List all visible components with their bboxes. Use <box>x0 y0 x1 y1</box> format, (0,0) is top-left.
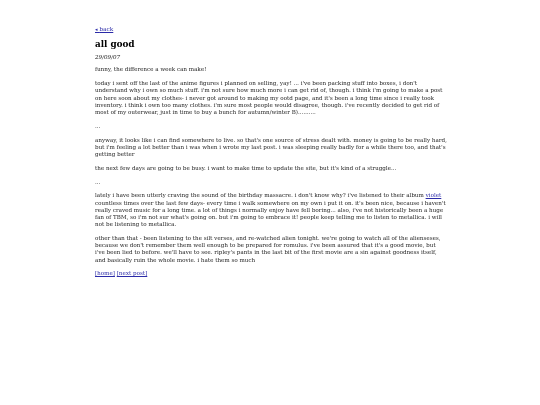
post-paragraph-5 <box>95 193 447 229</box>
footer-nav <box>95 271 447 278</box>
album-violet-link[interactable]: violet <box>425 193 442 200</box>
back-arrow-icon: ◂ <box>95 27 98 33</box>
post-title: all good <box>95 40 135 51</box>
section-separator-1: ... <box>95 123 101 130</box>
post-paragraph-4: the next few days are going to be busy. i want to make time to update the site, but it's kind of a struggle... <box>95 165 397 172</box>
post-date: 29/09/07 <box>95 55 121 62</box>
section-separator-2: ... <box>95 179 101 186</box>
paragraph-5-text-after: countless times over the last few days- every time i walk somewhere on my own i put it on. it's been nice, because i haven't really craved music for a long time. a lot of things i normally enjoy have fell boring... also, i've not historically been a huge fan of TBM, so i'm not sur what's going on. but i'm going to embrace it! people keep telling me to listen to metallica. i will not be listening to metallica. <box>95 200 446 229</box>
paragraph-5-text-before: lately i have been utterly craving the sound of the birthday massacre. i don't know why? i've listened to their album <box>95 193 426 200</box>
post-paragraph-1: funny, the difference a week can make! <box>95 67 207 74</box>
home-link[interactable]: [home] <box>95 271 115 278</box>
post-paragraph-3: anyway, it looks like i can find somewhere to live. so that's one source of stress dealt with. money is going to be really hard, but i'm feeling a lot better than i was when i wrote my last post. i was sleeping really badly for a while there too, and that's getting better <box>95 137 447 159</box>
post-paragraph-2: today i sent off the last of the anime figures i planned on selling, yay! ... i've been packing stuff into boxes, i don't understand why i own so much stuff. i'm not sure how much more i can get rid of, though. i think i'm going to make a post on here soon about my clothes- i never got around to making my ootd page, and it's been a long time since i really took inventory. i think i own too many clothes. i'm sure most people would disagree, though. i've recently decided to get rid of most of my outerwear, just in time to buy a bunch for autumn/winter B).......... <box>95 81 443 117</box>
post-page <box>95 27 447 279</box>
post-paragraph-6: other than that - been listening to the silt verses, and re-watched alien tonight. we're going to watch all of the alienseses, because we don't remember them well enough to be prepared for romulus. i've been assured that it's a good movie, but i've been lied to before. we'll have to see. ripley's pants in the last bit of the first movie are a sin against goodness itself, and basically ruin the whole movie. i hate them so much <box>95 236 441 264</box>
next-post-link[interactable]: [next post] <box>116 271 148 278</box>
back-link[interactable] <box>95 27 113 34</box>
back-link-label: back <box>99 27 114 33</box>
